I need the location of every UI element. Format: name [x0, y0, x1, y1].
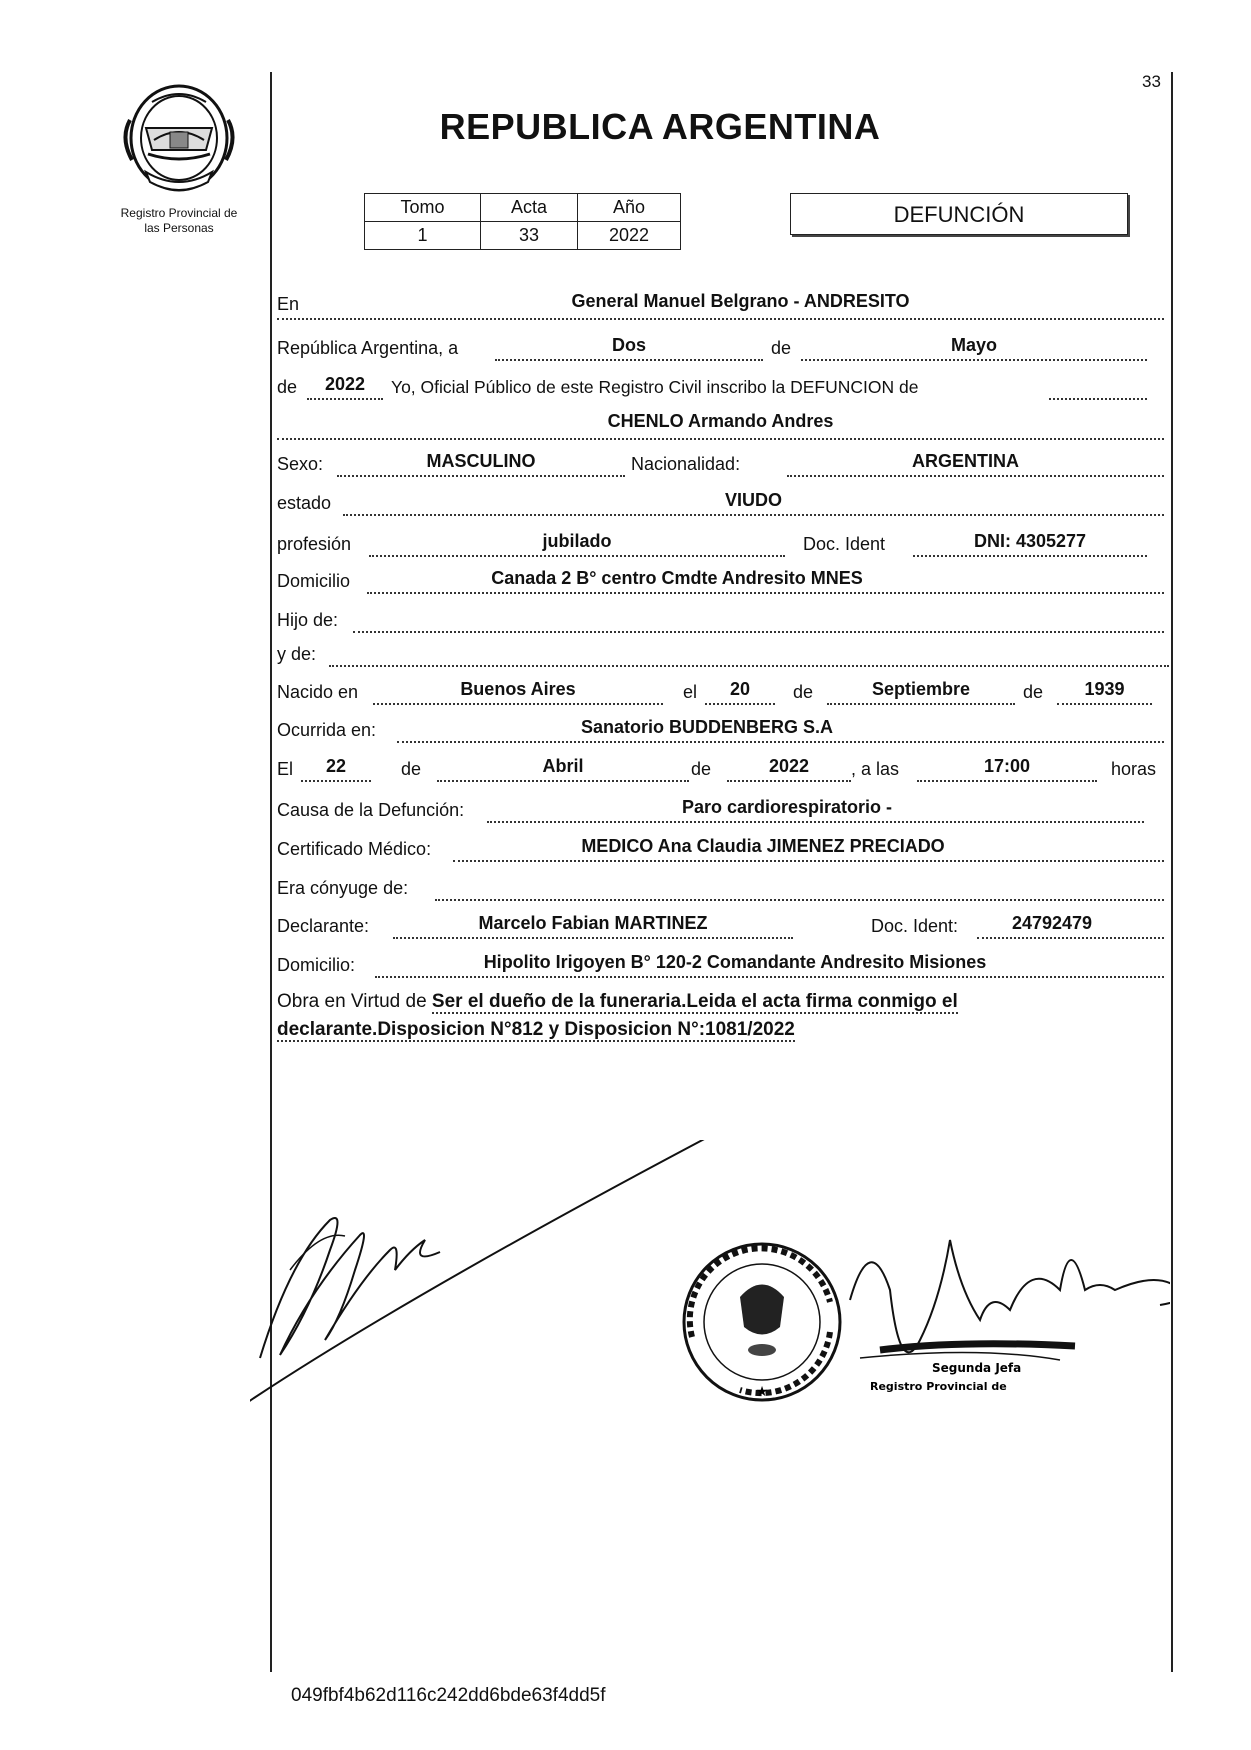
- month-value: Mayo: [950, 335, 997, 355]
- El-label: El: [277, 759, 294, 779]
- table-header-ano: Año: [578, 194, 681, 222]
- row-certificate: [277, 835, 1164, 863]
- official-stamp-line-2: Registro Provincial de: [870, 1380, 1007, 1393]
- sexo-value: MASCULINO: [426, 451, 536, 471]
- document-type-box: DEFUNCIÓN: [790, 193, 1128, 235]
- death-month-value: Abril: [542, 756, 584, 776]
- nacido-en-value: Buenos Aires: [460, 679, 576, 699]
- en-label: En: [277, 294, 300, 314]
- profesion-label: profesión: [277, 534, 352, 554]
- nacionalidad-label: Nacionalidad:: [631, 454, 741, 474]
- row-death-date: [277, 755, 1164, 783]
- row-profession-doc: [277, 530, 1164, 558]
- estado-label: estado: [277, 493, 332, 513]
- row-spouse: [277, 874, 1164, 902]
- ocurrida-label: Ocurrida en:: [277, 720, 377, 740]
- conyuge-label: Era cónyuge de:: [277, 878, 409, 898]
- domicilio-label: Domicilio: [277, 571, 351, 591]
- de-label: de: [771, 338, 792, 358]
- republica-label: República Argentina, a: [277, 338, 459, 358]
- horas-label: horas: [1111, 759, 1157, 779]
- birth-day-value: 20: [729, 679, 751, 699]
- sexo-label: Sexo:: [277, 454, 324, 474]
- yde-label: y de:: [277, 644, 317, 664]
- document-title: REPUBLICA ARGENTINA: [439, 106, 881, 147]
- ano-value: 2022: [578, 222, 681, 250]
- declarante-value: Marcelo Fabian MARTINEZ: [478, 913, 708, 933]
- birth-year-value: 1939: [1084, 679, 1125, 699]
- table-header-tomo: Tomo: [365, 194, 481, 222]
- table-header-row: [365, 194, 681, 222]
- page-number: 33: [1142, 72, 1161, 91]
- decl-doc-label: Doc. Ident:: [871, 916, 959, 936]
- estado-value: VIUDO: [724, 490, 782, 510]
- declarant-signature-icon: [250, 1140, 710, 1406]
- doc-ident-value: DNI: 4305277: [973, 531, 1087, 551]
- tomo-value: 1: [365, 222, 481, 250]
- birth-month-value: Septiembre: [871, 679, 971, 699]
- decl-domicilio-value: Hipolito Irigoyen B° 120-2 Comandante Andresito Misiones: [483, 952, 987, 972]
- death-day-value: 22: [325, 756, 347, 776]
- row-declarant-address: [277, 951, 1164, 979]
- causa-label: Causa de la Defunción:: [277, 800, 465, 820]
- row-death-place: [277, 716, 1164, 744]
- birth-de-label-1: de: [793, 682, 814, 702]
- birth-de-label-2: de: [1023, 682, 1044, 702]
- document-hash: 049fbf4b62d116c242dd6bde63f4dd5f: [291, 1685, 606, 1706]
- nacionalidad-value: ARGENTINA: [912, 451, 1019, 471]
- registry-seal-icon: [684, 1244, 840, 1400]
- day-words-value: Dos: [611, 335, 646, 355]
- table-header-acta: Acta: [481, 194, 578, 222]
- row-birth: [277, 678, 1164, 706]
- certificado-label: Certificado Médico:: [277, 839, 432, 859]
- acta-value: 33: [481, 222, 578, 250]
- row-deceased-name: [277, 410, 1164, 440]
- decl-domicilio-label: Domicilio:: [277, 955, 356, 975]
- row-declarant: [277, 912, 1164, 940]
- right-margin-line: [1171, 72, 1173, 1672]
- svg-text:★: ★: [755, 1384, 769, 1400]
- row-address: [277, 567, 1164, 595]
- de-year-label: de: [277, 377, 298, 397]
- el-label: el: [683, 682, 698, 702]
- year-value: 2022: [324, 374, 366, 394]
- registry-name: [98, 206, 260, 236]
- official-signature-icon: [850, 1240, 1170, 1393]
- death-time-value: 17:00: [983, 756, 1031, 776]
- declarante-label: Declarante:: [277, 916, 370, 936]
- place-value: General Manuel Belgrano - ANDRESITO: [571, 291, 910, 311]
- obra-label: Obra en Virtud de: [277, 991, 427, 1012]
- causa-value: Paro cardiorespiratorio -: [681, 797, 893, 817]
- registry-line-2: las Personas: [144, 221, 214, 235]
- row-mother: [277, 640, 1164, 668]
- doc-ident-label: Doc. Ident: [803, 534, 886, 554]
- ocurrida-en-value: Sanatorio BUDDENBERG S.A: [580, 717, 834, 737]
- nacido-label: Nacido en: [277, 682, 359, 702]
- table-row: [365, 222, 681, 250]
- death-year-value: 2022: [768, 756, 810, 776]
- registrar-statement: Yo, Oficial Público de este Registro Civil inscribo la DEFUNCION de: [391, 377, 919, 397]
- profesion-value: jubilado: [542, 531, 612, 551]
- obra-text: Ser el dueño de la funeraria.Leida el acta firma conmigo el declarante.Disposicion N°812 y Disposicion N°:1081/2022: [277, 991, 958, 1040]
- death-de-label-2: de: [691, 759, 712, 779]
- legal-basis-paragraph: [277, 988, 1164, 1044]
- misiones-coat-of-arms-logo: [118, 80, 240, 198]
- record-reference-table: [364, 193, 681, 250]
- certificado-value: MEDICO Ana Claudia JIMENEZ PRECIADO: [581, 836, 945, 856]
- domicilio-value: Canada 2 B° centro Cmdte Andresito MNES: [491, 568, 863, 588]
- alas-label: , a las: [851, 759, 900, 779]
- row-registrar: [277, 373, 1164, 401]
- death-de-label-1: de: [401, 759, 422, 779]
- row-date: [277, 334, 1164, 362]
- row-marital-status: [277, 489, 1164, 517]
- row-place: [277, 290, 1164, 320]
- row-father: [277, 606, 1164, 634]
- hijo-label: Hijo de:: [277, 610, 339, 630]
- deceased-name-value: CHENLO Armando Andres: [607, 411, 834, 431]
- decl-doc-value: 24792479: [1011, 913, 1093, 933]
- row-sex-nationality: [277, 450, 1164, 478]
- row-cause: [277, 796, 1164, 824]
- registry-line-1: Registro Provincial de: [120, 206, 238, 220]
- signature-area: [250, 1140, 1170, 1440]
- official-stamp-line-1: Segunda Jefa: [932, 1361, 1022, 1375]
